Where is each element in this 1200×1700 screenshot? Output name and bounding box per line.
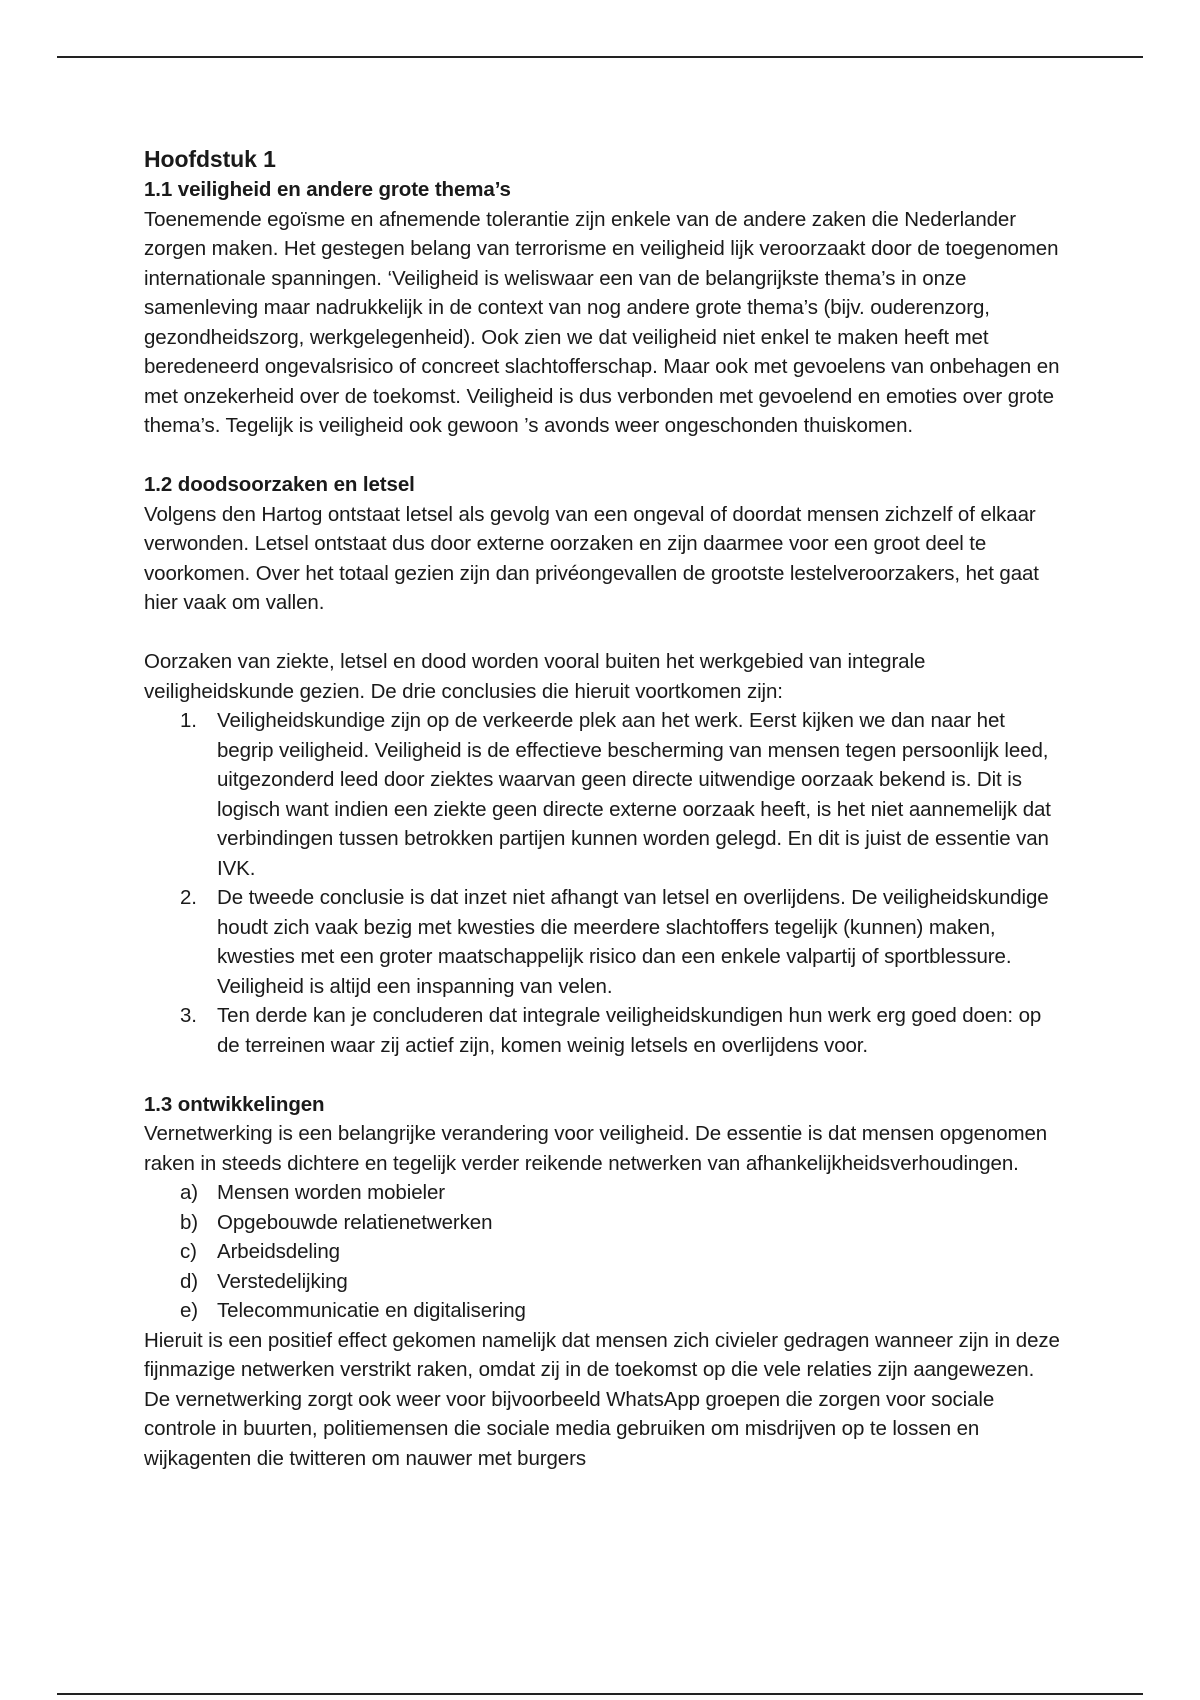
section-1-3 (144, 1090, 1064, 1474)
list-marker: c) (180, 1240, 197, 1263)
paragraph: Toenemende egoïsme en afnemende tolerantie zijn enkele van de andere zaken die Nederlander zorgen maken. Het gestegen belang van terrorisme en veiligheid lijk veroorzaakt door de toegenomen internationale spanningen. ‘Veiligheid is weliswaar een van de belangrijkste thema’s in onze samenleving maar nadrukkelijk in de context van nog andere grote thema’s (bijv. ouderenzorg, gezondheidszorg, werkgelegenheid). Ook zien we dat veiligheid niet enkel te maken heeft met beredeneerd ongevalsrisico of concreet slachtofferschap. Maar ook met gevoelens van onbehagen en met onzekerheid over de toekomst. Veiligheid is dus verbonden met gevoelend en emoties over grote thema’s. Tegelijk is veiligheid ook gewoon ’s avonds weer ongeschonden thuiskomen. (144, 207, 1060, 437)
list-marker: 1. (180, 709, 197, 732)
list-item-text: Ten derde kan je concluderen dat integrale veiligheidskundigen hun werk erg goed doen: op de terreinen waar zij actief zijn, komen weinig letsels en overlijdens voor. (217, 1004, 1042, 1057)
list-marker: 3. (180, 1004, 197, 1027)
list-item-text: Arbeidsdeling (217, 1240, 340, 1263)
document-body (144, 144, 1064, 1473)
spacer (144, 618, 1064, 648)
list-item-text: Verstedelijking (217, 1269, 348, 1293)
list-item (144, 1178, 1064, 1208)
list-item (144, 1001, 1064, 1060)
paragraph: Volgens den Hartog ontstaat letsel als gevolg van een ongeval of doordat mensen zichzelf of elkaar verwonden. Letsel ontstaat dus door externe oorzaken en zijn daarmee voor een groot deel te voorkomen. Over het totaal gezien zijn dan privéongevallen de grootste lestelveroorzakers, het gaat hier vaak om vallen. (144, 502, 1039, 614)
list-marker: b) (180, 1210, 199, 1234)
spacer (144, 441, 1064, 471)
list-item (144, 1208, 1064, 1238)
developments-list (144, 1178, 1064, 1326)
list-marker: d) (180, 1269, 199, 1293)
list-item (144, 1267, 1064, 1297)
conclusions-list (144, 706, 1064, 1060)
paragraph: Hieruit is een positief effect gekomen namelijk dat mensen zich civieler gedragen wanneer zijn in deze fijnmazige netwerken verstrikt raken, omdat zij in de toekomst op die vele relaties zijn aangewezen. De vernetwerking zorgt ook weer voor bijvoorbeeld WhatsApp groepen die zorgen voor sociale controle in buurten, politiemensen die sociale media gebruiken om misdrijven op te lossen en wijkagenten die twitteren om nauwer met burgers (144, 1328, 1060, 1470)
spacer (144, 1060, 1064, 1090)
paragraph: Vernetwerking is een belangrijke verandering voor veiligheid. De essentie is dat mensen opgenomen raken in steeds dichtere en tegelijk verder reikende netwerken van afhankelijkheidsverhoudingen. (144, 1122, 1048, 1175)
list-item (144, 1296, 1064, 1326)
list-item-text: Mensen worden mobieler (217, 1181, 445, 1204)
section-heading: 1.3 ontwikkelingen (144, 1092, 325, 1116)
list-item-text: Opgebouwde relatienetwerken (217, 1210, 493, 1234)
chapter-title: Hoofdstuk 1 (144, 146, 276, 172)
section-heading: 1.2 doodsoorzaken en letsel (144, 473, 415, 496)
section-1-1 (144, 175, 1064, 441)
list-marker: 2. (180, 886, 197, 909)
top-rule (57, 56, 1143, 58)
list-marker: e) (180, 1299, 199, 1322)
list-item-text: Veiligheidskundige zijn op de verkeerde plek aan het werk. Eerst kijken we dan naar het begrip veiligheid. Veiligheid is de effectieve bescherming van mensen tegen persoonlijk leed, uitgezonderd leed door ziektes waarvan geen directe uitwendige oorzaak bekend is. Dit is logisch want indien een ziekte geen directe externe oorzaak heeft, is het niet aannemelijk dat verbindingen tussen betrokken partijen kunnen worden gelegd. En dit is juist de essentie van IVK. (217, 709, 1051, 880)
list-item (144, 1237, 1064, 1267)
section-heading: 1.1 veiligheid en andere grote thema’s (144, 178, 511, 201)
list-item-text: De tweede conclusie is dat inzet niet afhangt van letsel en overlijdens. De veiligheidskundige houdt zich vaak bezig met kwesties die meerdere slachtoffers tegelijk (kunnen) maken, kwesties met een groter maatschappelijk risico dan een enkele valpartij of sportblessure. Veiligheid is altijd een inspanning van velen. (217, 886, 1049, 998)
list-marker: a) (180, 1181, 199, 1204)
list-item (144, 706, 1064, 883)
section-1-2 (144, 470, 1064, 1060)
list-item (144, 883, 1064, 1001)
list-item-text: Telecommunicatie en digitalisering (217, 1299, 526, 1322)
bottom-rule (57, 1693, 1143, 1695)
paragraph: Oorzaken van ziekte, letsel en dood worden vooral buiten het werkgebied van integrale veiligheidskunde gezien. De drie conclusies die hieruit voortkomen zijn: (144, 650, 926, 703)
